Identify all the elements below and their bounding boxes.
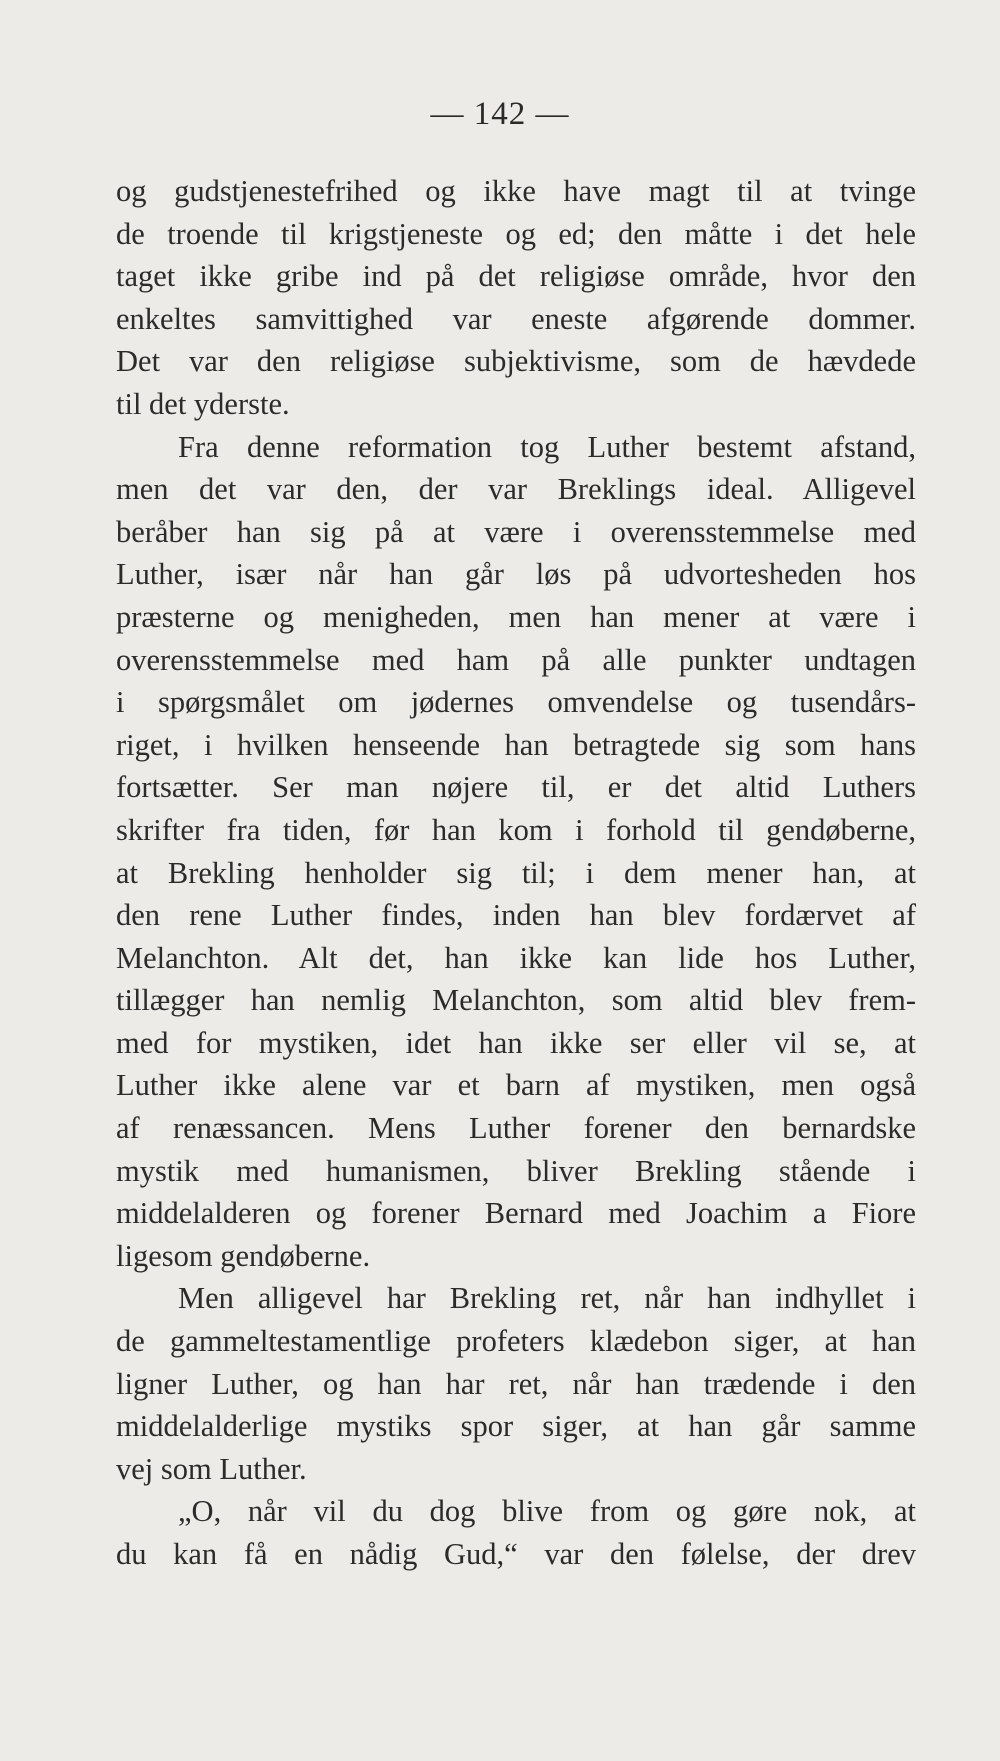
text-line: af renæssancen. Mens Luther forener den bernardske (116, 1111, 916, 1146)
text-line: middelalderen og forener Bernard med Joachim a Fiore (116, 1196, 916, 1231)
text-line: ligner Luther, og han har ret, når han trædende i den (116, 1366, 916, 1401)
text-line: beråber han sig på at være i overensstemmelse med (116, 514, 916, 549)
page-number: — 142 — (430, 96, 570, 132)
text-line: i spørgsmålet om jødernes omvendelse og tusendårs- (116, 685, 916, 720)
text-line: „O, når vil du dog blive from og gøre nok, at (178, 1494, 916, 1529)
text-line: vej som Luther. (116, 1451, 307, 1486)
text-line: ligesom gendøberne. (116, 1238, 371, 1273)
text-line: Men alligevel har Brekling ret, når han indhyllet i (178, 1281, 916, 1316)
text-line: Det var den religiøse subjektivisme, som de hævdede (116, 344, 916, 379)
text-line: de gammeltestamentlige profeters klædebon siger, at han (116, 1324, 916, 1359)
text-line: mystik med humanismen, bliver Brekling stående i (116, 1153, 916, 1188)
text-line: at Brekling henholder sig til; i dem mener han, at (116, 855, 916, 890)
text-line: Luther, især når han går løs på udvortesheden hos (116, 557, 916, 592)
text-line: med for mystiken, idet han ikke ser eller vil se, at (116, 1025, 916, 1060)
text-line: til det yderste. (116, 386, 290, 421)
text-line: Luther ikke alene var et barn af mystiken, men også (116, 1068, 916, 1103)
text-line: den rene Luther findes, inden han blev fordærvet af (116, 898, 916, 933)
text-line: Melanchton. Alt det, han ikke kan lide hos Luther, (116, 940, 916, 975)
text-line: præsterne og menigheden, men han mener at være i (116, 599, 916, 634)
text-line: riget, i hvilken henseende han betragtede sig som hans (116, 727, 916, 762)
text-line: taget ikke gribe ind på det religiøse område, hvor den (116, 259, 916, 294)
text-line: og gudstjenestefrihed og ikke have magt til at tvinge (116, 174, 916, 208)
text-line: tillægger han nemlig Melanchton, som altid blev frem- (116, 983, 916, 1018)
text-line: men det var den, der var Breklings ideal. Alligevel (116, 472, 916, 507)
text-line: Fra denne reformation tog Luther bestemt afstand, (178, 429, 916, 464)
text-line: middelalderlige mystiks spor siger, at han går samme (116, 1409, 916, 1444)
text-line: fortsætter. Ser man nøjere til, er det altid Luthers (116, 770, 916, 805)
text-line: overensstemmelse med ham på alle punkter undtagen (116, 642, 916, 677)
text-line: de troende til krigstjeneste og ed; den måtte i det hele (116, 216, 916, 251)
text-line: enkeltes samvittighed var eneste afgørende dommer. (116, 301, 916, 336)
text-line: du kan få en nådig Gud,“ var den følelse, der drev (116, 1537, 916, 1571)
text-line: skrifter fra tiden, før han kom i forhold til gendøberne, (116, 812, 916, 847)
body-text (116, 170, 916, 1576)
